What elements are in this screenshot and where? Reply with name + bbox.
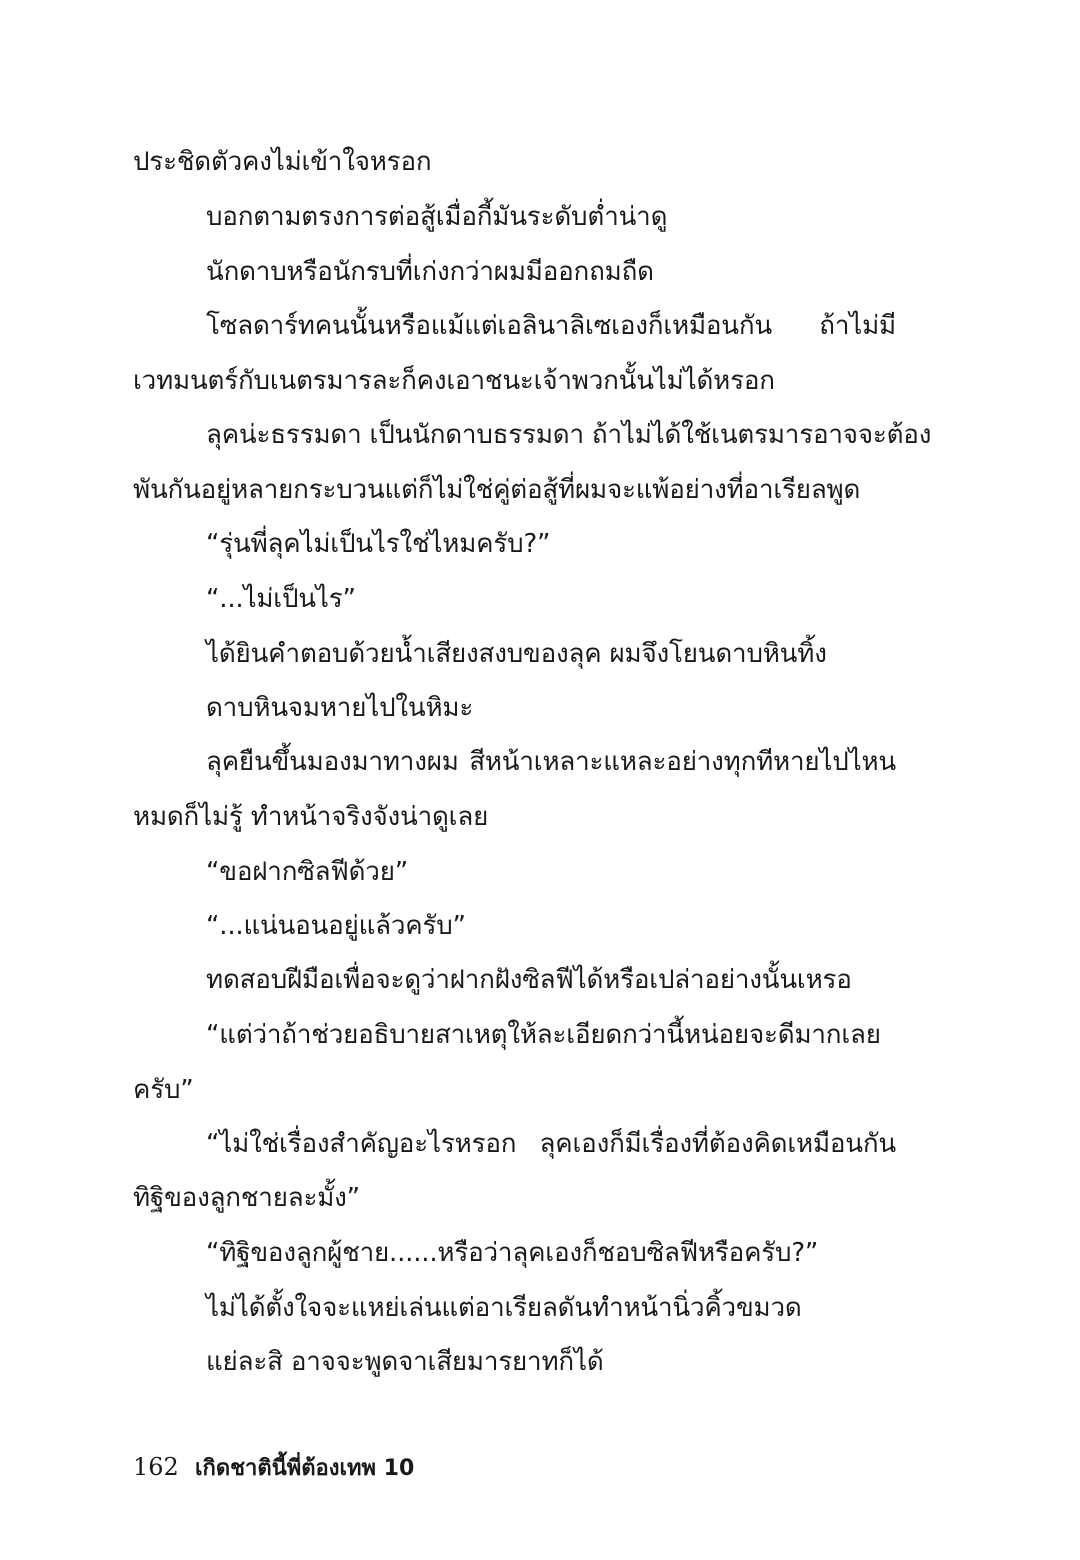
page-number: 162 [133, 1453, 179, 1481]
text-line: โซลดาร์ทคนนั้นหรือแม้แต่เอลินาลิเซเองก็เหมือนกัน ถ้าไม่มี [206, 311, 896, 341]
text-line: เวทมนตร์กับเนตรมารละก็คงเอาชนะเจ้าพวกนั้นไม่ได้หรอก [133, 366, 775, 396]
text-line: “ขอฝากซิลฟีด้วย” [206, 857, 409, 887]
text-line: ทิฐิของลูกชายละมั้ง” [133, 1183, 360, 1213]
text-line: ได้ยินคำตอบด้วยน้ำเสียงสงบของลุค ผมจึงโยนดาบหินทิ้ง [206, 639, 827, 669]
book-title: เกิดชาตินี้พี่ต้องเทพ 10 [195, 1456, 415, 1481]
text-line: หมดก็ไม่รู้ ทำหน้าจริงจังน่าดูเลย [133, 802, 489, 832]
text-line: “...ไม่เป็นไร” [206, 584, 356, 614]
page-footer [133, 1450, 414, 1486]
text-line: ทดสอบฝีมือเพื่อจะดูว่าฝากฝังซิลฟีได้หรือเปล่าอย่างนั้นเหรอ [206, 965, 852, 995]
text-line: แย่ละสิ อาจจะพูดจาเสียมารยาทก็ได้ [206, 1347, 604, 1377]
text-line: ประชิดตัวคงไม่เข้าใจหรอก [133, 147, 432, 177]
text-line: “...แน่นอนอยู่แล้วครับ” [206, 911, 466, 941]
text-line: “ไม่ใช่เรื่องสำคัญอะไรหรอก ลุคเองก็มีเรื่องที่ต้องคิดเหมือนกัน [206, 1129, 896, 1159]
text-line: ครับ” [133, 1075, 194, 1105]
text-line: “ทิฐิของลูกผู้ชาย......หรือว่าลุคเองก็ชอบซิลฟีหรือครับ?” [206, 1238, 819, 1268]
text-line: ลุคยืนขึ้นมองมาทางผม สีหน้าเหลาะแหละอย่างทุกทีหายไปไหน [206, 747, 896, 777]
text-line: ดาบหินจมหายไปในหิมะ [206, 693, 474, 723]
text-line: นักดาบหรือนักรบที่เก่งกว่าผมมีออกถมถืด [206, 257, 654, 287]
text-line: ลุคน่ะธรรมดา เป็นนักดาบธรรมดา ถ้าไม่ได้ใช้เนตรมารอาจจะต้อง [206, 420, 932, 450]
text-line: บอกตามตรงการต่อสู้เมื่อกี้มันระดับต่ำน่าดู [206, 202, 668, 232]
text-line: “รุ่นพี่ลุคไม่เป็นไรใช่ไหมครับ?” [206, 529, 551, 559]
text-line: ไม่ได้ตั้งใจจะแหย่เล่นแต่อาเรียลดันทำหน้านิ่วคิ้วขมวด [206, 1293, 802, 1323]
text-line: พันกันอยู่หลายกระบวนแต่ก็ไม่ใช่คู่ต่อสู้ที่ผมจะแพ้อย่างที่อาเรียลพูด [133, 475, 861, 505]
text-line: “แต่ว่าถ้าช่วยอธิบายสาเหตุให้ละเอียดกว่านี้หน่อยจะดีมากเลย [206, 1020, 881, 1050]
